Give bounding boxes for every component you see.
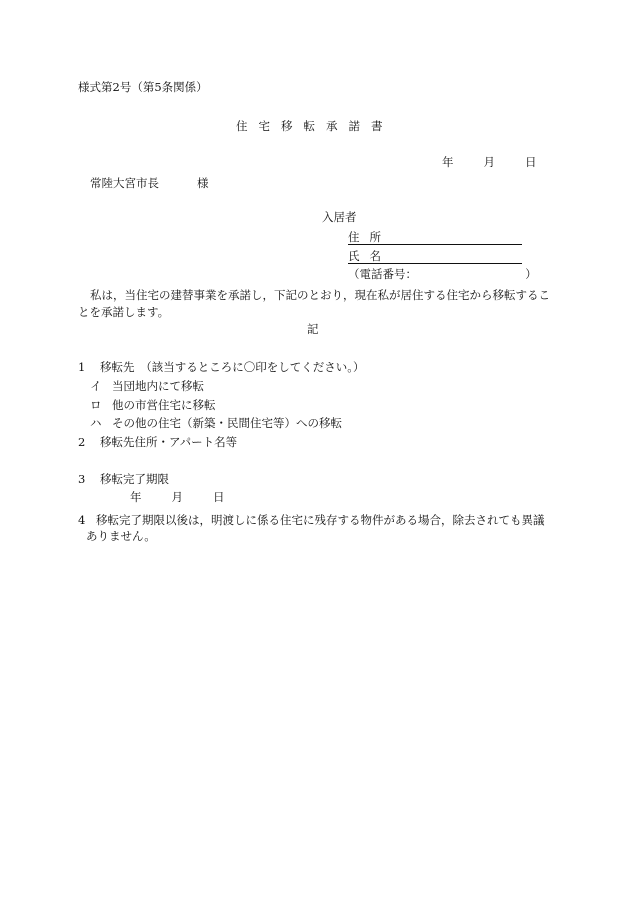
option-mark: ロ xyxy=(90,398,102,412)
item-deadline xyxy=(78,472,169,486)
option-text: 他の市営住宅に移転 xyxy=(112,398,216,412)
option-mark: イ xyxy=(90,379,102,393)
item-text: 移転完了期限以後は，明渡しに係る住宅に残存する物件がある場合，除去されても異議 xyxy=(96,513,545,527)
addressee-name: 常陸大宮市長 xyxy=(90,176,159,190)
item-text: 移転先 （該当するところに〇印をしてください。） xyxy=(100,360,365,374)
phone-field xyxy=(348,267,537,281)
ki-heading: 記 xyxy=(307,322,319,336)
item-text: 移転先住所・アパート名等 xyxy=(100,435,238,449)
item-text: 移転完了期限 xyxy=(100,472,169,486)
item-number: 3 xyxy=(78,472,86,486)
deadline-day: 日 xyxy=(213,490,225,504)
date-day: 日 xyxy=(525,155,537,169)
name-label: 氏名 xyxy=(348,249,391,263)
option-text: 当団地内にて移転 xyxy=(112,379,204,393)
phone-label: （電話番号： xyxy=(348,267,412,281)
option-text: その他の住宅（新築・民間住宅等）への移転 xyxy=(112,416,342,430)
resident-label: 入居者 xyxy=(322,210,357,224)
item-new-address xyxy=(78,435,237,449)
addressee xyxy=(90,176,209,190)
date-row xyxy=(442,155,537,169)
item-remaining-property-cont: ありません。 xyxy=(86,529,156,543)
form-number: 様式第2号（第5条関係） xyxy=(78,80,208,94)
consent-statement: 私は，当住宅の建替事業を承諾し，下記のとおり，現在私が居住する住宅から移転することを承諾します。 xyxy=(78,288,550,319)
item-destination xyxy=(78,360,365,374)
name-field xyxy=(348,249,522,264)
item-number: 2 xyxy=(78,435,86,449)
date-year: 年 xyxy=(442,155,454,169)
addressee-honorific: 様 xyxy=(197,176,209,190)
item-remaining-property xyxy=(78,511,550,529)
deadline-year: 年 xyxy=(130,490,142,504)
phone-close: ） xyxy=(525,267,537,281)
address-field xyxy=(348,230,522,245)
option-mark: ハ xyxy=(90,416,102,430)
item-number: 4 xyxy=(78,513,86,527)
deadline-date xyxy=(130,490,225,504)
item-number: 1 xyxy=(78,360,86,374)
option-same-complex xyxy=(90,379,204,393)
option-other-housing xyxy=(90,416,342,430)
deadline-month: 月 xyxy=(171,490,183,504)
document-title: 住宅移転承諾書 xyxy=(236,119,394,133)
address-label: 住所 xyxy=(348,230,391,244)
option-other-municipal xyxy=(90,398,216,412)
date-month: 月 xyxy=(483,155,495,169)
